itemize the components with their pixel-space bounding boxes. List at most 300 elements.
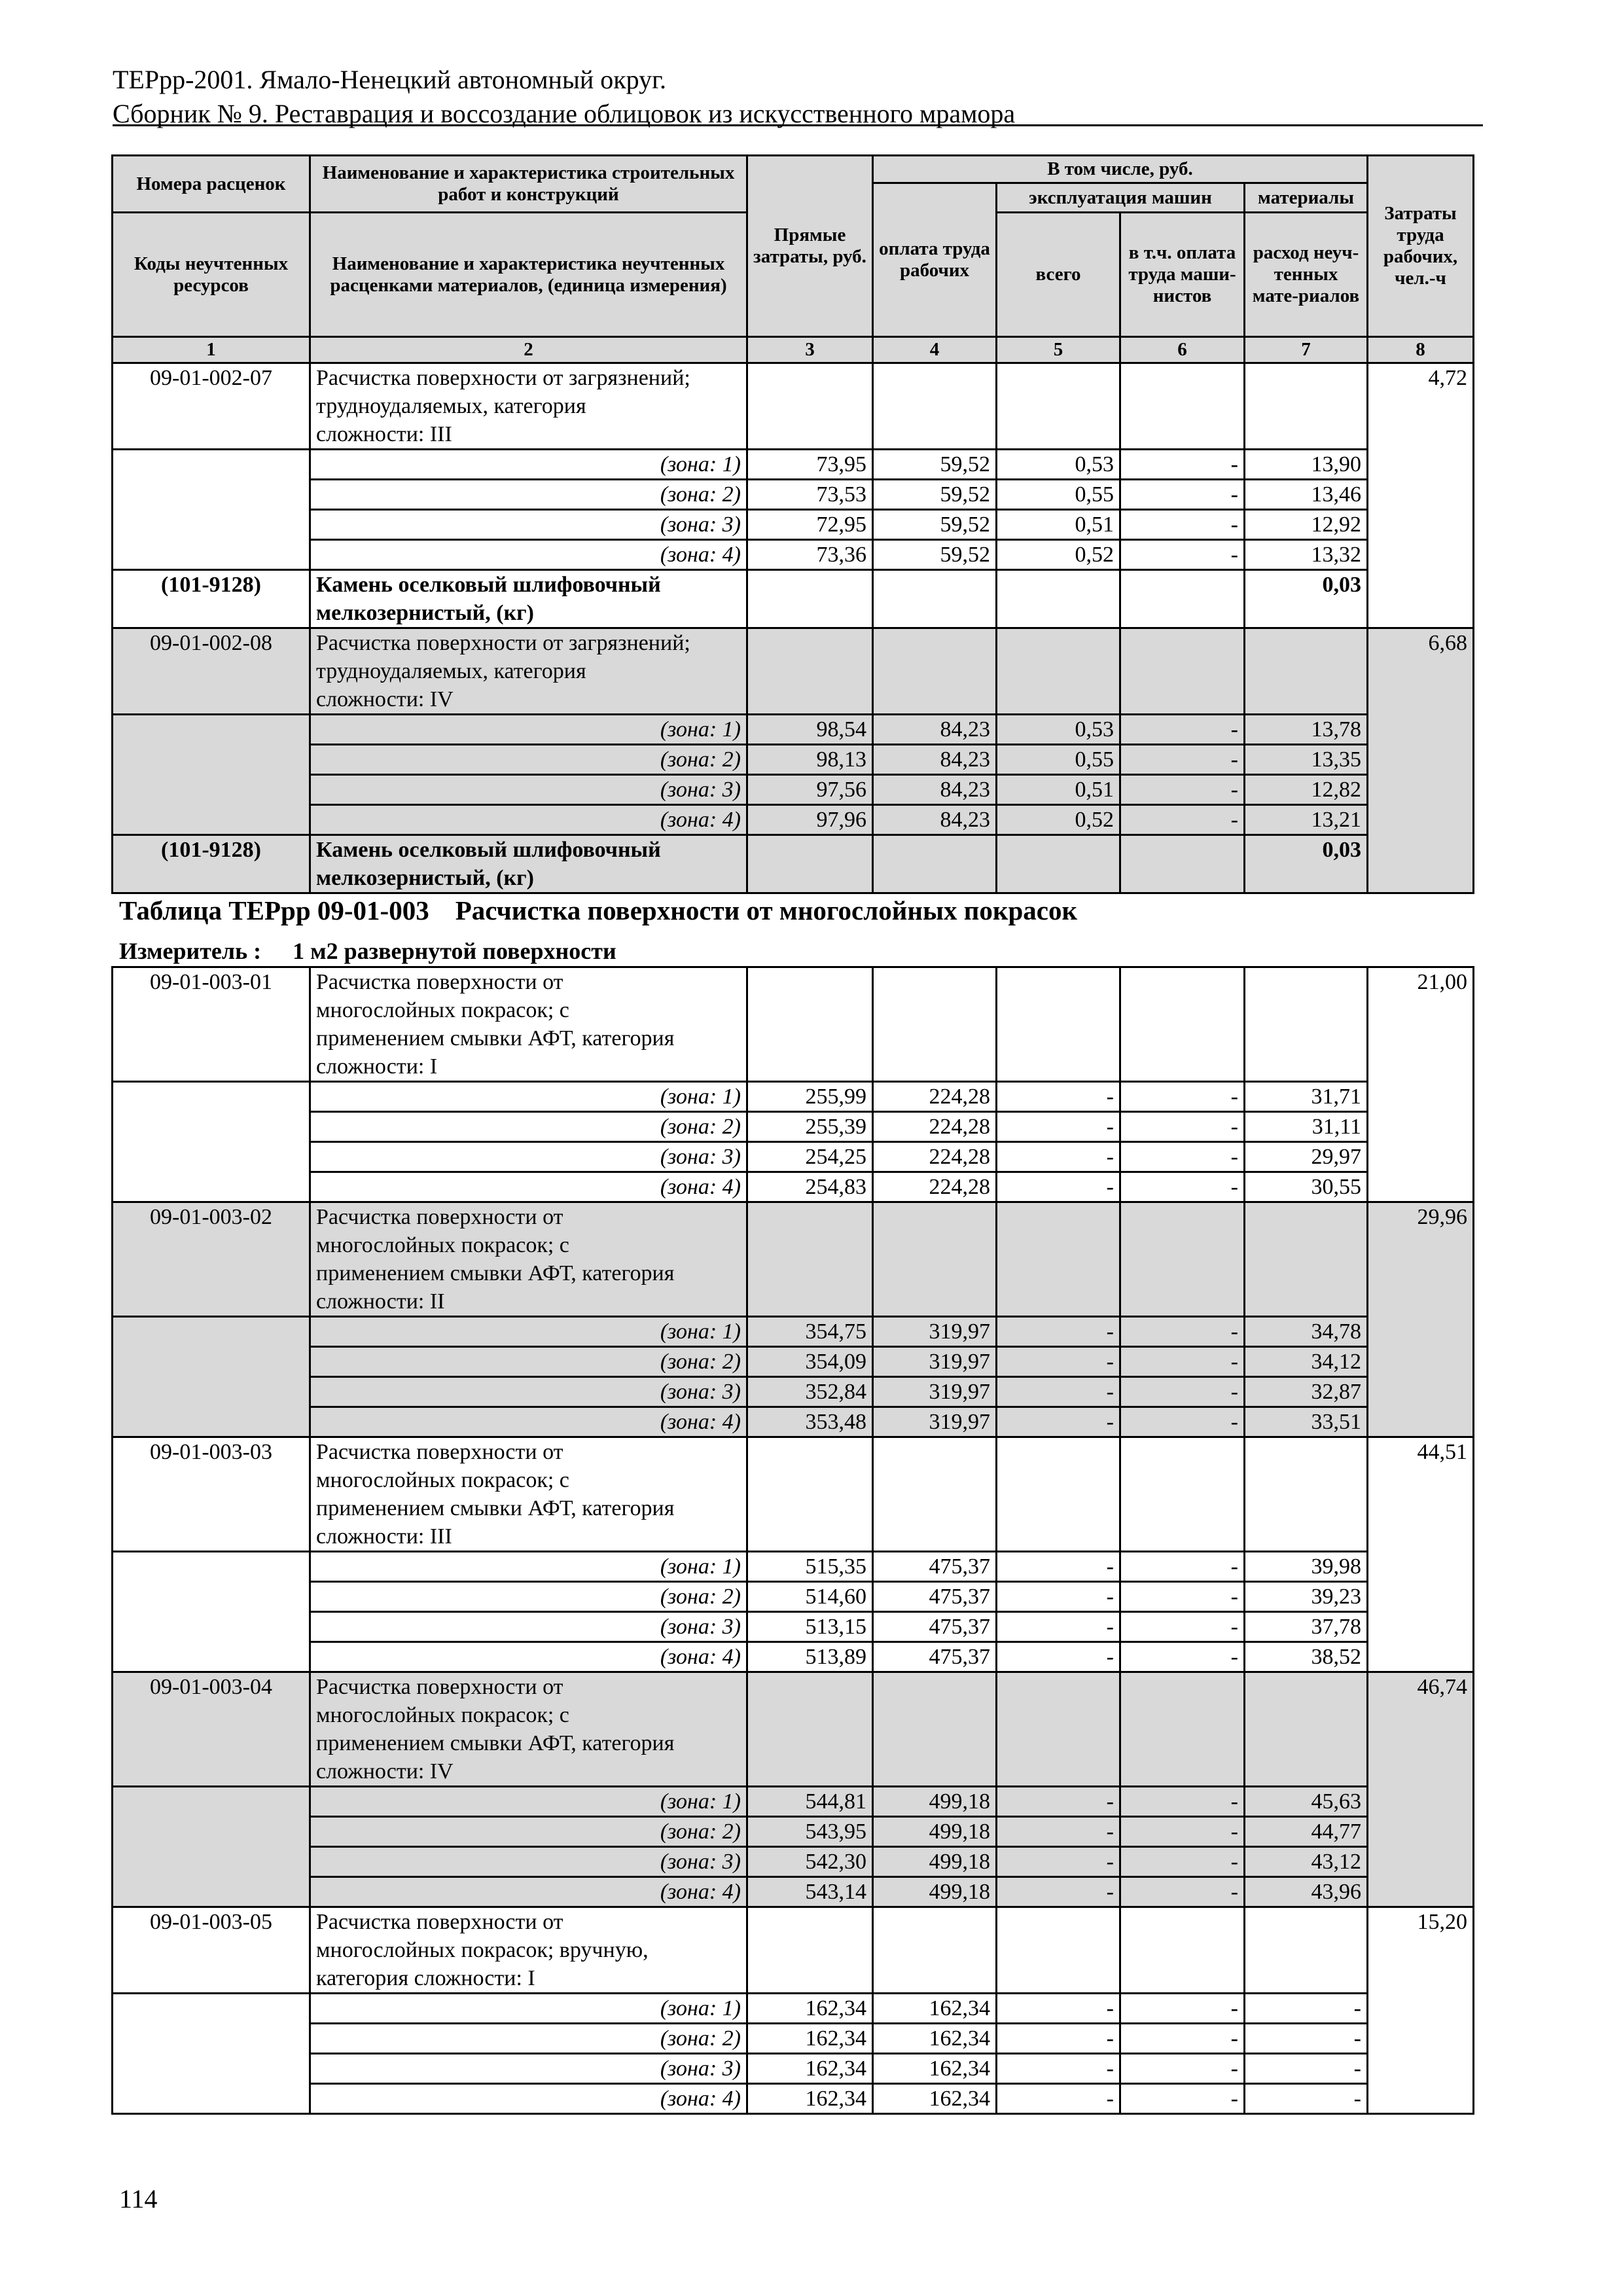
zone-label: (зона: 1): [310, 1082, 747, 1112]
zone-row: [113, 510, 1474, 540]
machine-total: -: [997, 1994, 1120, 2024]
zone-row: [113, 1082, 1474, 1112]
rate-description-line: Расчистка поверхности от: [316, 1675, 563, 1699]
rate-row: [113, 1907, 1474, 1994]
empty-cell: [747, 835, 873, 893]
machinist-pay: -: [1120, 1407, 1245, 1437]
machine-total: -: [997, 1582, 1120, 1612]
worker-pay: 319,97: [873, 1377, 997, 1407]
direct-costs: 515,35: [747, 1552, 873, 1582]
rate-description-line: многослойных покрасок; с: [316, 1703, 569, 1727]
materials-cost: -: [1245, 2084, 1368, 2114]
empty-cell: [997, 570, 1120, 628]
rate-description-line: сложности: III: [316, 1524, 452, 1549]
empty-cell: [113, 1787, 310, 1907]
col-number: 1: [113, 337, 310, 363]
worker-pay: 499,18: [873, 1847, 997, 1877]
page-header: [113, 63, 1487, 131]
labor-cost: 44,51: [1368, 1437, 1474, 1672]
machine-total: 0,55: [997, 480, 1120, 510]
worker-pay: 59,52: [873, 450, 997, 480]
empty-cell: [997, 628, 1120, 715]
machinist-pay: -: [1120, 805, 1245, 835]
worker-pay: 319,97: [873, 1407, 997, 1437]
materials-cost: 43,12: [1245, 1847, 1368, 1877]
direct-costs: 98,13: [747, 745, 873, 775]
machine-total: -: [997, 1082, 1120, 1112]
zone-label: (зона: 2): [310, 1582, 747, 1612]
zone-label: (зона: 3): [310, 1377, 747, 1407]
zone-row: [113, 1994, 1474, 2024]
zone-row: [113, 1552, 1474, 1582]
col-header-unaccounted-materials: расход неуч-тенных мате-риалов: [1245, 213, 1368, 337]
empty-cell: [997, 1202, 1120, 1317]
col-number: 8: [1368, 337, 1474, 363]
materials-cost: 32,87: [1245, 1377, 1368, 1407]
materials-cost: 30,55: [1245, 1172, 1368, 1202]
col-header-rate-numbers: Номера расценок: [113, 156, 310, 213]
rate-entry: [113, 1437, 1474, 1672]
worker-pay: 499,18: [873, 1817, 997, 1847]
zone-label: (зона: 1): [310, 1552, 747, 1582]
empty-cell: [1120, 1672, 1245, 1787]
empty-cell: [747, 1907, 873, 1994]
rate-description-line: сложности: III: [316, 422, 452, 446]
col-header-including: В том числе, руб.: [873, 156, 1368, 183]
machine-total: 0,55: [997, 745, 1120, 775]
worker-pay: 84,23: [873, 745, 997, 775]
materials-cost: 39,23: [1245, 1582, 1368, 1612]
rate-description-line: сложности: IV: [316, 687, 454, 711]
direct-costs: 255,99: [747, 1082, 873, 1112]
worker-pay: 162,34: [873, 2024, 997, 2054]
rate-description-line: сложности: IV: [316, 1759, 454, 1784]
direct-costs: 162,34: [747, 2024, 873, 2054]
rate-description-line: Расчистка поверхности от: [316, 970, 563, 994]
materials-cost: 38,52: [1245, 1642, 1368, 1672]
empty-cell: [1245, 363, 1368, 450]
empty-cell: [997, 1672, 1120, 1787]
machine-total: -: [997, 1317, 1120, 1347]
zone-row: [113, 1317, 1474, 1347]
empty-cell: [1245, 628, 1368, 715]
materials-cost: 34,78: [1245, 1317, 1368, 1347]
col-header-materials: материалы: [1245, 183, 1368, 213]
zone-row: [113, 2054, 1474, 2084]
empty-cell: [113, 1994, 310, 2114]
rate-description-line: применением смывки АФТ, категория: [316, 1496, 675, 1520]
materials-cost: 43,96: [1245, 1877, 1368, 1907]
rate-row: [113, 967, 1474, 1082]
rate-description-line: многослойных покрасок; с: [316, 1468, 569, 1492]
rate-description-line: многослойных покрасок; с: [316, 998, 569, 1022]
machinist-pay: -: [1120, 2054, 1245, 2084]
col-number: 7: [1245, 337, 1368, 363]
materials-cost: 12,82: [1245, 775, 1368, 805]
rate-description: [310, 1907, 747, 1994]
materials-cost: 13,21: [1245, 805, 1368, 835]
col-header-resource-codes: Коды неучтенных ресурсов: [113, 213, 310, 337]
zone-row: [113, 775, 1474, 805]
zone-label: (зона: 1): [310, 1317, 747, 1347]
rate-code: 09-01-002-07: [113, 363, 310, 450]
worker-pay: 499,18: [873, 1877, 997, 1907]
worker-pay: 319,97: [873, 1317, 997, 1347]
worker-pay: 162,34: [873, 1994, 997, 2024]
resource-name-line: мелкозернистый, (кг): [316, 866, 534, 890]
rate-code: 09-01-002-08: [113, 628, 310, 715]
machine-total: -: [997, 1817, 1120, 1847]
machinist-pay: -: [1120, 1142, 1245, 1172]
zone-row: [113, 480, 1474, 510]
zone-row: [113, 805, 1474, 835]
zone-label: (зона: 4): [310, 540, 747, 570]
direct-costs: 352,84: [747, 1377, 873, 1407]
col-header-work-name: Наименование и характеристика строительных работ и конструкций: [310, 156, 747, 213]
machinist-pay: -: [1120, 1377, 1245, 1407]
machine-total: -: [997, 2084, 1120, 2114]
zone-label: (зона: 3): [310, 510, 747, 540]
zone-label: (зона: 3): [310, 1847, 747, 1877]
zone-row: [113, 1142, 1474, 1172]
rate-description-line: Расчистка поверхности от загрязнений;: [316, 366, 690, 390]
rate-code: 09-01-003-05: [113, 1907, 310, 1994]
empty-cell: [1120, 570, 1245, 628]
resource-row: [113, 570, 1474, 628]
machinist-pay: -: [1120, 775, 1245, 805]
rate-description-line: сложности: I: [316, 1054, 438, 1079]
zone-label: (зона: 2): [310, 1817, 747, 1847]
zone-row: [113, 1172, 1474, 1202]
rates-table-09-01-002: [111, 154, 1474, 894]
col-header-total: всего: [997, 213, 1120, 337]
empty-cell: [997, 363, 1120, 450]
worker-pay: 475,37: [873, 1582, 997, 1612]
zone-row: [113, 1787, 1474, 1817]
rate-entry: [113, 967, 1474, 1202]
rate-description-line: Расчистка поверхности от загрязнений;: [316, 631, 690, 655]
empty-cell: [873, 1672, 997, 1787]
zone-label: (зона: 3): [310, 2054, 747, 2084]
worker-pay: 84,23: [873, 715, 997, 745]
rate-entry: [113, 1907, 1474, 2114]
machine-total: -: [997, 1112, 1120, 1142]
machine-total: -: [997, 1787, 1120, 1817]
zone-row: [113, 1582, 1474, 1612]
labor-cost: 46,74: [1368, 1672, 1474, 1907]
machine-total: 0,53: [997, 715, 1120, 745]
zone-label: (зона: 1): [310, 450, 747, 480]
worker-pay: 224,28: [873, 1172, 997, 1202]
worker-pay: 162,34: [873, 2054, 997, 2084]
direct-costs: 543,95: [747, 1817, 873, 1847]
zone-label: (зона: 2): [310, 745, 747, 775]
materials-cost: 29,97: [1245, 1142, 1368, 1172]
empty-cell: [113, 450, 310, 570]
zone-label: (зона: 4): [310, 805, 747, 835]
machinist-pay: -: [1120, 1847, 1245, 1877]
rate-code: 09-01-003-03: [113, 1437, 310, 1552]
zone-row: [113, 1112, 1474, 1142]
machinist-pay: -: [1120, 1552, 1245, 1582]
machine-total: 0,51: [997, 775, 1120, 805]
worker-pay: 475,37: [873, 1552, 997, 1582]
zone-label: (зона: 3): [310, 1612, 747, 1642]
resource-name: [310, 570, 747, 628]
machinist-pay: -: [1120, 510, 1245, 540]
direct-costs: 97,96: [747, 805, 873, 835]
empty-cell: [873, 835, 997, 893]
empty-cell: [1120, 967, 1245, 1082]
col-header-worker-pay: оплата труда рабочих: [873, 183, 997, 337]
resource-quantity: 0,03: [1245, 570, 1368, 628]
machine-total: 0,52: [997, 540, 1120, 570]
resource-quantity: 0,03: [1245, 835, 1368, 893]
materials-cost: -: [1245, 2024, 1368, 2054]
direct-costs: 162,34: [747, 2054, 873, 2084]
zone-label: (зона: 4): [310, 1407, 747, 1437]
materials-cost: 37,78: [1245, 1612, 1368, 1642]
worker-pay: 59,52: [873, 540, 997, 570]
direct-costs: 513,15: [747, 1612, 873, 1642]
empty-cell: [873, 628, 997, 715]
materials-cost: 34,12: [1245, 1347, 1368, 1377]
header-line-1: ТЕРрр-2001. Ямало-Ненецкий автономный округ.: [113, 65, 667, 94]
materials-cost: 13,32: [1245, 540, 1368, 570]
direct-costs: 514,60: [747, 1582, 873, 1612]
empty-cell: [1245, 967, 1368, 1082]
empty-cell: [873, 1202, 997, 1317]
empty-cell: [873, 363, 997, 450]
zone-label: (зона: 4): [310, 1877, 747, 1907]
machine-total: -: [997, 1172, 1120, 1202]
materials-cost: -: [1245, 2054, 1368, 2084]
empty-cell: [997, 1907, 1120, 1994]
materials-cost: 31,11: [1245, 1112, 1368, 1142]
zone-row: [113, 450, 1474, 480]
col-header-machine-operation: эксплуатация машин: [997, 183, 1245, 213]
rate-code: 09-01-003-02: [113, 1202, 310, 1317]
zone-row: [113, 1612, 1474, 1642]
machine-total: -: [997, 1612, 1120, 1642]
machinist-pay: -: [1120, 1347, 1245, 1377]
empty-cell: [997, 967, 1120, 1082]
empty-cell: [1120, 1202, 1245, 1317]
rate-description: [310, 1202, 747, 1317]
machinist-pay: -: [1120, 2024, 1245, 2054]
col-number: 5: [997, 337, 1120, 363]
zone-label: (зона: 4): [310, 1642, 747, 1672]
rate-description-line: Расчистка поверхности от: [316, 1440, 563, 1464]
col-header-direct-costs: Прямые затраты, руб.: [747, 156, 873, 337]
worker-pay: 59,52: [873, 480, 997, 510]
direct-costs: 354,09: [747, 1347, 873, 1377]
zone-label: (зона: 3): [310, 1142, 747, 1172]
empty-cell: [1120, 1437, 1245, 1552]
empty-cell: [1120, 1907, 1245, 1994]
col-number: 4: [873, 337, 997, 363]
machinist-pay: -: [1120, 450, 1245, 480]
labor-cost: 29,96: [1368, 1202, 1474, 1437]
materials-cost: 31,71: [1245, 1082, 1368, 1112]
direct-costs: 162,34: [747, 1994, 873, 2024]
zone-row: [113, 745, 1474, 775]
empty-cell: [1245, 1907, 1368, 1994]
empty-cell: [873, 1907, 997, 1994]
labor-cost: 15,20: [1368, 1907, 1474, 2114]
worker-pay: 319,97: [873, 1347, 997, 1377]
machinist-pay: -: [1120, 1787, 1245, 1817]
col-header-machinist-pay: в т.ч. оплата труда маши-нистов: [1120, 213, 1245, 337]
zone-label: (зона: 3): [310, 775, 747, 805]
zone-label: (зона: 4): [310, 1172, 747, 1202]
col-number: 6: [1120, 337, 1245, 363]
zone-row: [113, 1407, 1474, 1437]
zone-row: [113, 715, 1474, 745]
zone-row: [113, 1847, 1474, 1877]
worker-pay: 84,23: [873, 805, 997, 835]
resource-row: [113, 835, 1474, 893]
machine-total: -: [997, 1377, 1120, 1407]
empty-cell: [873, 1437, 997, 1552]
zone-row: [113, 1377, 1474, 1407]
zone-label: (зона: 2): [310, 1112, 747, 1142]
rates-table-09-01-003: [111, 966, 1474, 2115]
rate-description-line: применением смывки АФТ, категория: [316, 1026, 675, 1050]
zone-label: (зона: 1): [310, 715, 747, 745]
rate-description-line: Расчистка поверхности от: [316, 1205, 563, 1229]
rate-entry: [113, 1672, 1474, 1907]
direct-costs: 254,83: [747, 1172, 873, 1202]
zone-row: [113, 1817, 1474, 1847]
resource-code: (101-9128): [113, 835, 310, 893]
direct-costs: 73,53: [747, 480, 873, 510]
materials-cost: 12,92: [1245, 510, 1368, 540]
empty-cell: [747, 363, 873, 450]
machinist-pay: -: [1120, 1994, 1245, 2024]
rate-row: [113, 1202, 1474, 1317]
rate-description-line: многослойных покрасок; с: [316, 1233, 569, 1257]
empty-cell: [747, 1202, 873, 1317]
col-header-material-name: Наименование и характеристика неучтенных расценками материалов, (единица измерения): [310, 213, 747, 337]
machine-total: 0,53: [997, 450, 1120, 480]
direct-costs: 97,56: [747, 775, 873, 805]
empty-cell: [747, 1437, 873, 1552]
direct-costs: 162,34: [747, 2084, 873, 2114]
table-title: [119, 895, 1077, 926]
materials-cost: -: [1245, 1994, 1368, 2024]
zone-row: [113, 540, 1474, 570]
labor-cost: 4,72: [1368, 363, 1474, 628]
rate-description-line: многослойных покрасок; вручную,: [316, 1938, 649, 1962]
page-number: 114: [119, 2184, 158, 2214]
worker-pay: 84,23: [873, 775, 997, 805]
zone-row: [113, 1347, 1474, 1377]
rate-description-line: применением смывки АФТ, категория: [316, 1261, 675, 1285]
rate-description-line: Расчистка поверхности от: [316, 1910, 563, 1934]
direct-costs: 543,14: [747, 1877, 873, 1907]
col-number: 3: [747, 337, 873, 363]
rate-description-line: применением смывки АФТ, категория: [316, 1731, 675, 1755]
direct-costs: 542,30: [747, 1847, 873, 1877]
machinist-pay: -: [1120, 715, 1245, 745]
zone-label: (зона: 2): [310, 2024, 747, 2054]
zone-label: (зона: 2): [310, 1347, 747, 1377]
machine-total: -: [997, 2024, 1120, 2054]
col-number: 2: [310, 337, 747, 363]
worker-pay: 59,52: [873, 510, 997, 540]
rate-entry: [113, 1202, 1474, 1437]
direct-costs: 513,89: [747, 1642, 873, 1672]
materials-cost: 13,46: [1245, 480, 1368, 510]
zone-label: (зона: 2): [310, 480, 747, 510]
rate-entry: [113, 628, 1474, 893]
worker-pay: 224,28: [873, 1142, 997, 1172]
machine-total: -: [997, 1407, 1120, 1437]
machinist-pay: -: [1120, 745, 1245, 775]
zone-row: [113, 2024, 1474, 2054]
empty-cell: [1245, 1672, 1368, 1787]
machine-total: -: [997, 1847, 1120, 1877]
direct-costs: 354,75: [747, 1317, 873, 1347]
zone-row: [113, 1877, 1474, 1907]
empty-cell: [113, 1552, 310, 1672]
materials-cost: 13,78: [1245, 715, 1368, 745]
materials-cost: 13,35: [1245, 745, 1368, 775]
machine-total: 0,51: [997, 510, 1120, 540]
worker-pay: 475,37: [873, 1612, 997, 1642]
materials-cost: 39,98: [1245, 1552, 1368, 1582]
resource-name-line: Камень оселковый шлифовочный: [316, 838, 661, 862]
rate-code: 09-01-003-01: [113, 967, 310, 1082]
direct-costs: 254,25: [747, 1142, 873, 1172]
resource-name: [310, 835, 747, 893]
rate-row: [113, 628, 1474, 715]
zone-label: (зона: 4): [310, 2084, 747, 2114]
machinist-pay: -: [1120, 1877, 1245, 1907]
rate-description-line: категория сложности: I: [316, 1966, 535, 1990]
empty-cell: [747, 967, 873, 1082]
zone-row: [113, 2084, 1474, 2114]
empty-cell: [873, 967, 997, 1082]
unit-line: [119, 937, 616, 965]
zone-row: [113, 1642, 1474, 1672]
materials-cost: 44,77: [1245, 1817, 1368, 1847]
empty-cell: [1120, 835, 1245, 893]
empty-cell: [1245, 1437, 1368, 1552]
machine-total: -: [997, 1347, 1120, 1377]
zone-label: (зона: 1): [310, 1787, 747, 1817]
labor-cost: 21,00: [1368, 967, 1474, 1202]
direct-costs: 544,81: [747, 1787, 873, 1817]
machine-total: -: [997, 1642, 1120, 1672]
resource-name-line: мелкозернистый, (кг): [316, 601, 534, 625]
rate-code: 09-01-003-04: [113, 1672, 310, 1787]
empty-cell: [113, 1317, 310, 1437]
machinist-pay: -: [1120, 1612, 1245, 1642]
resource-name-line: Камень оселковый шлифовочный: [316, 573, 661, 597]
machine-total: -: [997, 1142, 1120, 1172]
rate-row: [113, 1437, 1474, 1552]
direct-costs: 255,39: [747, 1112, 873, 1142]
machinist-pay: -: [1120, 1317, 1245, 1347]
rate-description-line: трудноудаляемых, категория: [316, 659, 586, 683]
direct-costs: 72,95: [747, 510, 873, 540]
unit-value: 1 м2 развернутой поверхности: [293, 938, 616, 964]
direct-costs: 73,36: [747, 540, 873, 570]
empty-cell: [997, 1437, 1120, 1552]
table-title-name: Расчистка поверхности от многослойных покрасок: [455, 895, 1078, 925]
